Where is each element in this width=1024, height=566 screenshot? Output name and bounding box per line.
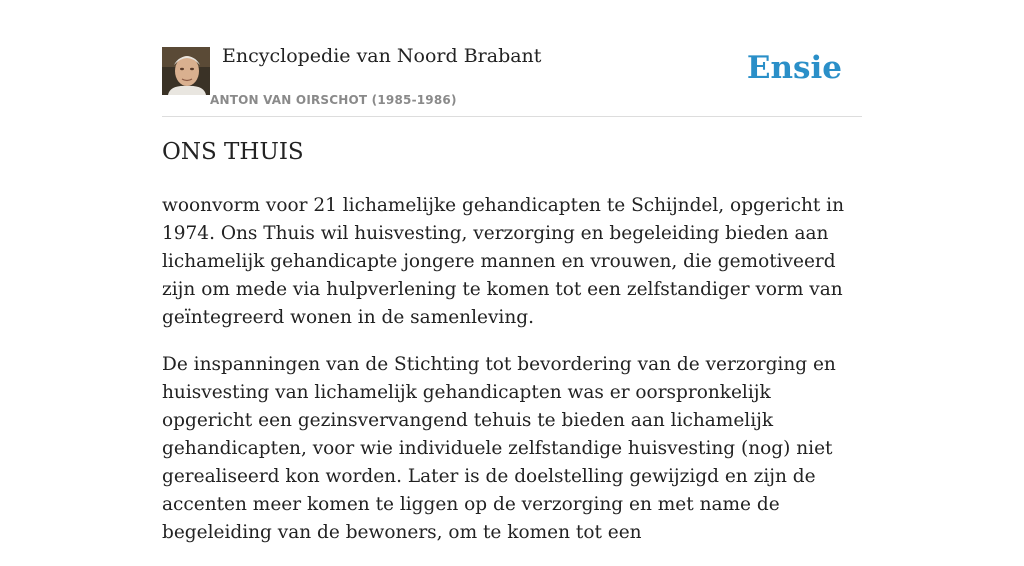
ensie-logo[interactable]: Ensie	[746, 50, 842, 86]
author-avatar[interactable]	[162, 47, 210, 95]
paragraph: De inspanningen van de Stichting tot bevordering van de verzorging en huisvesting van lichamelijk gehandicapten was er oorspronkelijk opgericht een gezinsvervangend tehuis te bieden aan lichamelijk gehandicapten, voor wie individuele zelfstandige huisvesting (nog) niet gerealiseerd kon worden. Later is de doelstelling gewijzigd en zijn de accenten meer komen te liggen op de verzorging en met name de begeleiding van de bewoners, om te komen tot een	[162, 354, 836, 543]
entry-title: ONS THUIS	[162, 139, 304, 165]
author-name[interactable]: ANTON VAN OIRSCHOT (1985-1986)	[210, 93, 457, 107]
article-body	[162, 192, 862, 566]
header	[162, 0, 862, 117]
paragraph: woonvorm voor 21 lichamelijke gehandicapten te Schijndel, opgericht in 1974. Ons Thuis wil huisvesting, verzorging en begeleiding bieden aan lichamelijk gehandicapte jongere mannen en vrouwen, die gemotiveerd zijn om mede via hulpverlening te komen tot een zelfstandiger vorm van geïntegreerd wonen in de samenleving.	[162, 195, 845, 328]
site-title[interactable]: Encyclopedie van Noord Brabant	[222, 45, 542, 67]
portrait-icon	[162, 47, 210, 95]
